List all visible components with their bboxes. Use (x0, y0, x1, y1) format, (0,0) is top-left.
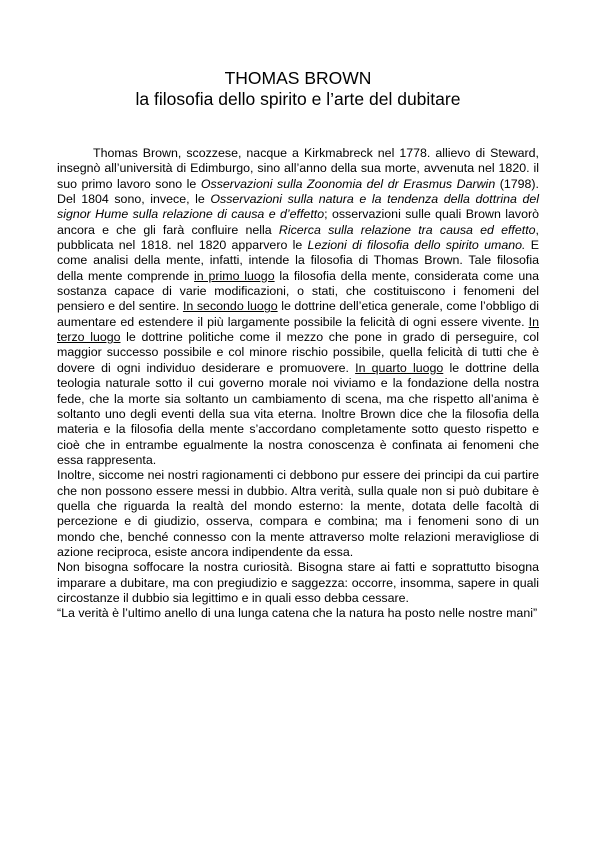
paragraph-biography (57, 146, 539, 468)
text-run: le dottrine della teologia naturale sotto il cui governo morale noi viviamo e la fondazione della nostra fede, che la morte sia soltanto un cambiamento di scena, ma che rispetto all’anima è soltanto uno degli eventi della sua vita eterna. Inoltre Brown dice che la filosofia della materia e la filosofia della mente s’accordano completamente sotto questo rispetto e cioè che in entrambe egualmente la nostra conoscenza è confinata ai fenomeni che essa rappresenta. (57, 360, 539, 467)
text-run: le dottrine dell’etica generale, come l’obbligo di aumentare ed estendere il più largamente possibile la felicità di ogni essere vivente. (57, 299, 539, 329)
closing-quote: “La verità è l’ultimo anello di una lunga catena che la natura ha posto nelle nostre mani” (57, 606, 538, 621)
paragraph-principles: Inoltre, siccome nei nostri ragionamenti ci debbono pur essere dei principi da cui partire che non possono essere messi in dubbio. Altra verità, sulla quale non si può dubitare è quella che riguarda la realtà del mondo esterno: la mente, dotata delle facoltà di percezione e di giudizio, osserva, compara e combina; ma i fenomeni sono di un mondo che, benché connesso con la mente attraverso molte relazioni meravigliose di azione reciproca, esiste ancora indipendente da essa. (57, 468, 539, 559)
underlined-phrase: in primo luogo (194, 268, 275, 283)
italic-work-title: Ricerca sulla relazione tra causa ed effetto (278, 222, 536, 237)
document-body (57, 146, 539, 622)
italic-work-title: Osservazioni sulla Zoonomia del dr Erasmus Darwin (200, 176, 496, 191)
text-run: (1798). Del 1804 sono, invece, le (57, 176, 540, 207)
text-run: E come analisi della mente, infatti, intende la filosofia di Thomas Brown. Tale filosofia della mente comprende (57, 238, 539, 283)
text-run: Thomas Brown, scozzese, nacque a Kirkmabreck nel 1778. allievo di Steward, insegnò all’università di Edimburgo, sino all’anno della sua morte, avvenuta nel 1820. il suo primo lavoro sono le (57, 146, 539, 191)
paragraph-doubt: Non bisogna soffocare la nostra curiosità. Bisogna stare ai fatti e soprattutto bisogna imparare a dubitare, ma con pregiudizio e saggezza: occorre, insomma, sapere in quali circostanze il dubbio sia legittimo e in quali esso debba cessare. (57, 560, 539, 605)
document-title (0, 68, 596, 110)
underlined-phrase: In terzo luogo (57, 314, 539, 345)
title-subtitle: la filosofia dello spirito e l’arte del dubitare (135, 89, 461, 109)
text-run: la filosofia della mente, considerata come una sostanza capace di varie modificazioni, o stati, che costituiscono i fenomeni del pensiero e del sentire. (57, 268, 539, 314)
italic-work-title: Lezioni di filosofia dello spirito umano. (307, 238, 526, 253)
title-name: THOMAS BROWN (224, 68, 372, 88)
text-run: ; osservazioni sulle quali Brown lavorò ancora e che gli farà confluire nella (57, 207, 539, 237)
underlined-phrase: In quarto luogo (355, 360, 444, 375)
underlined-phrase: In secondo luogo (182, 299, 278, 314)
italic-work-title: Osservazioni sulla natura e la tendenza della dottrina del signor Hume sulla relazione di causa e d’effetto (57, 192, 539, 222)
text-run: le dottrine politiche come il mezzo che pone in grado di perseguire, col maggior successo possibile e col minore rischio possibile, quella felicità di tutti che è dovere di ogni individuo desiderare e promuovere. (57, 330, 539, 375)
text-run: , pubblicata nel 1818. nel 1820 apparvero le (57, 222, 539, 253)
